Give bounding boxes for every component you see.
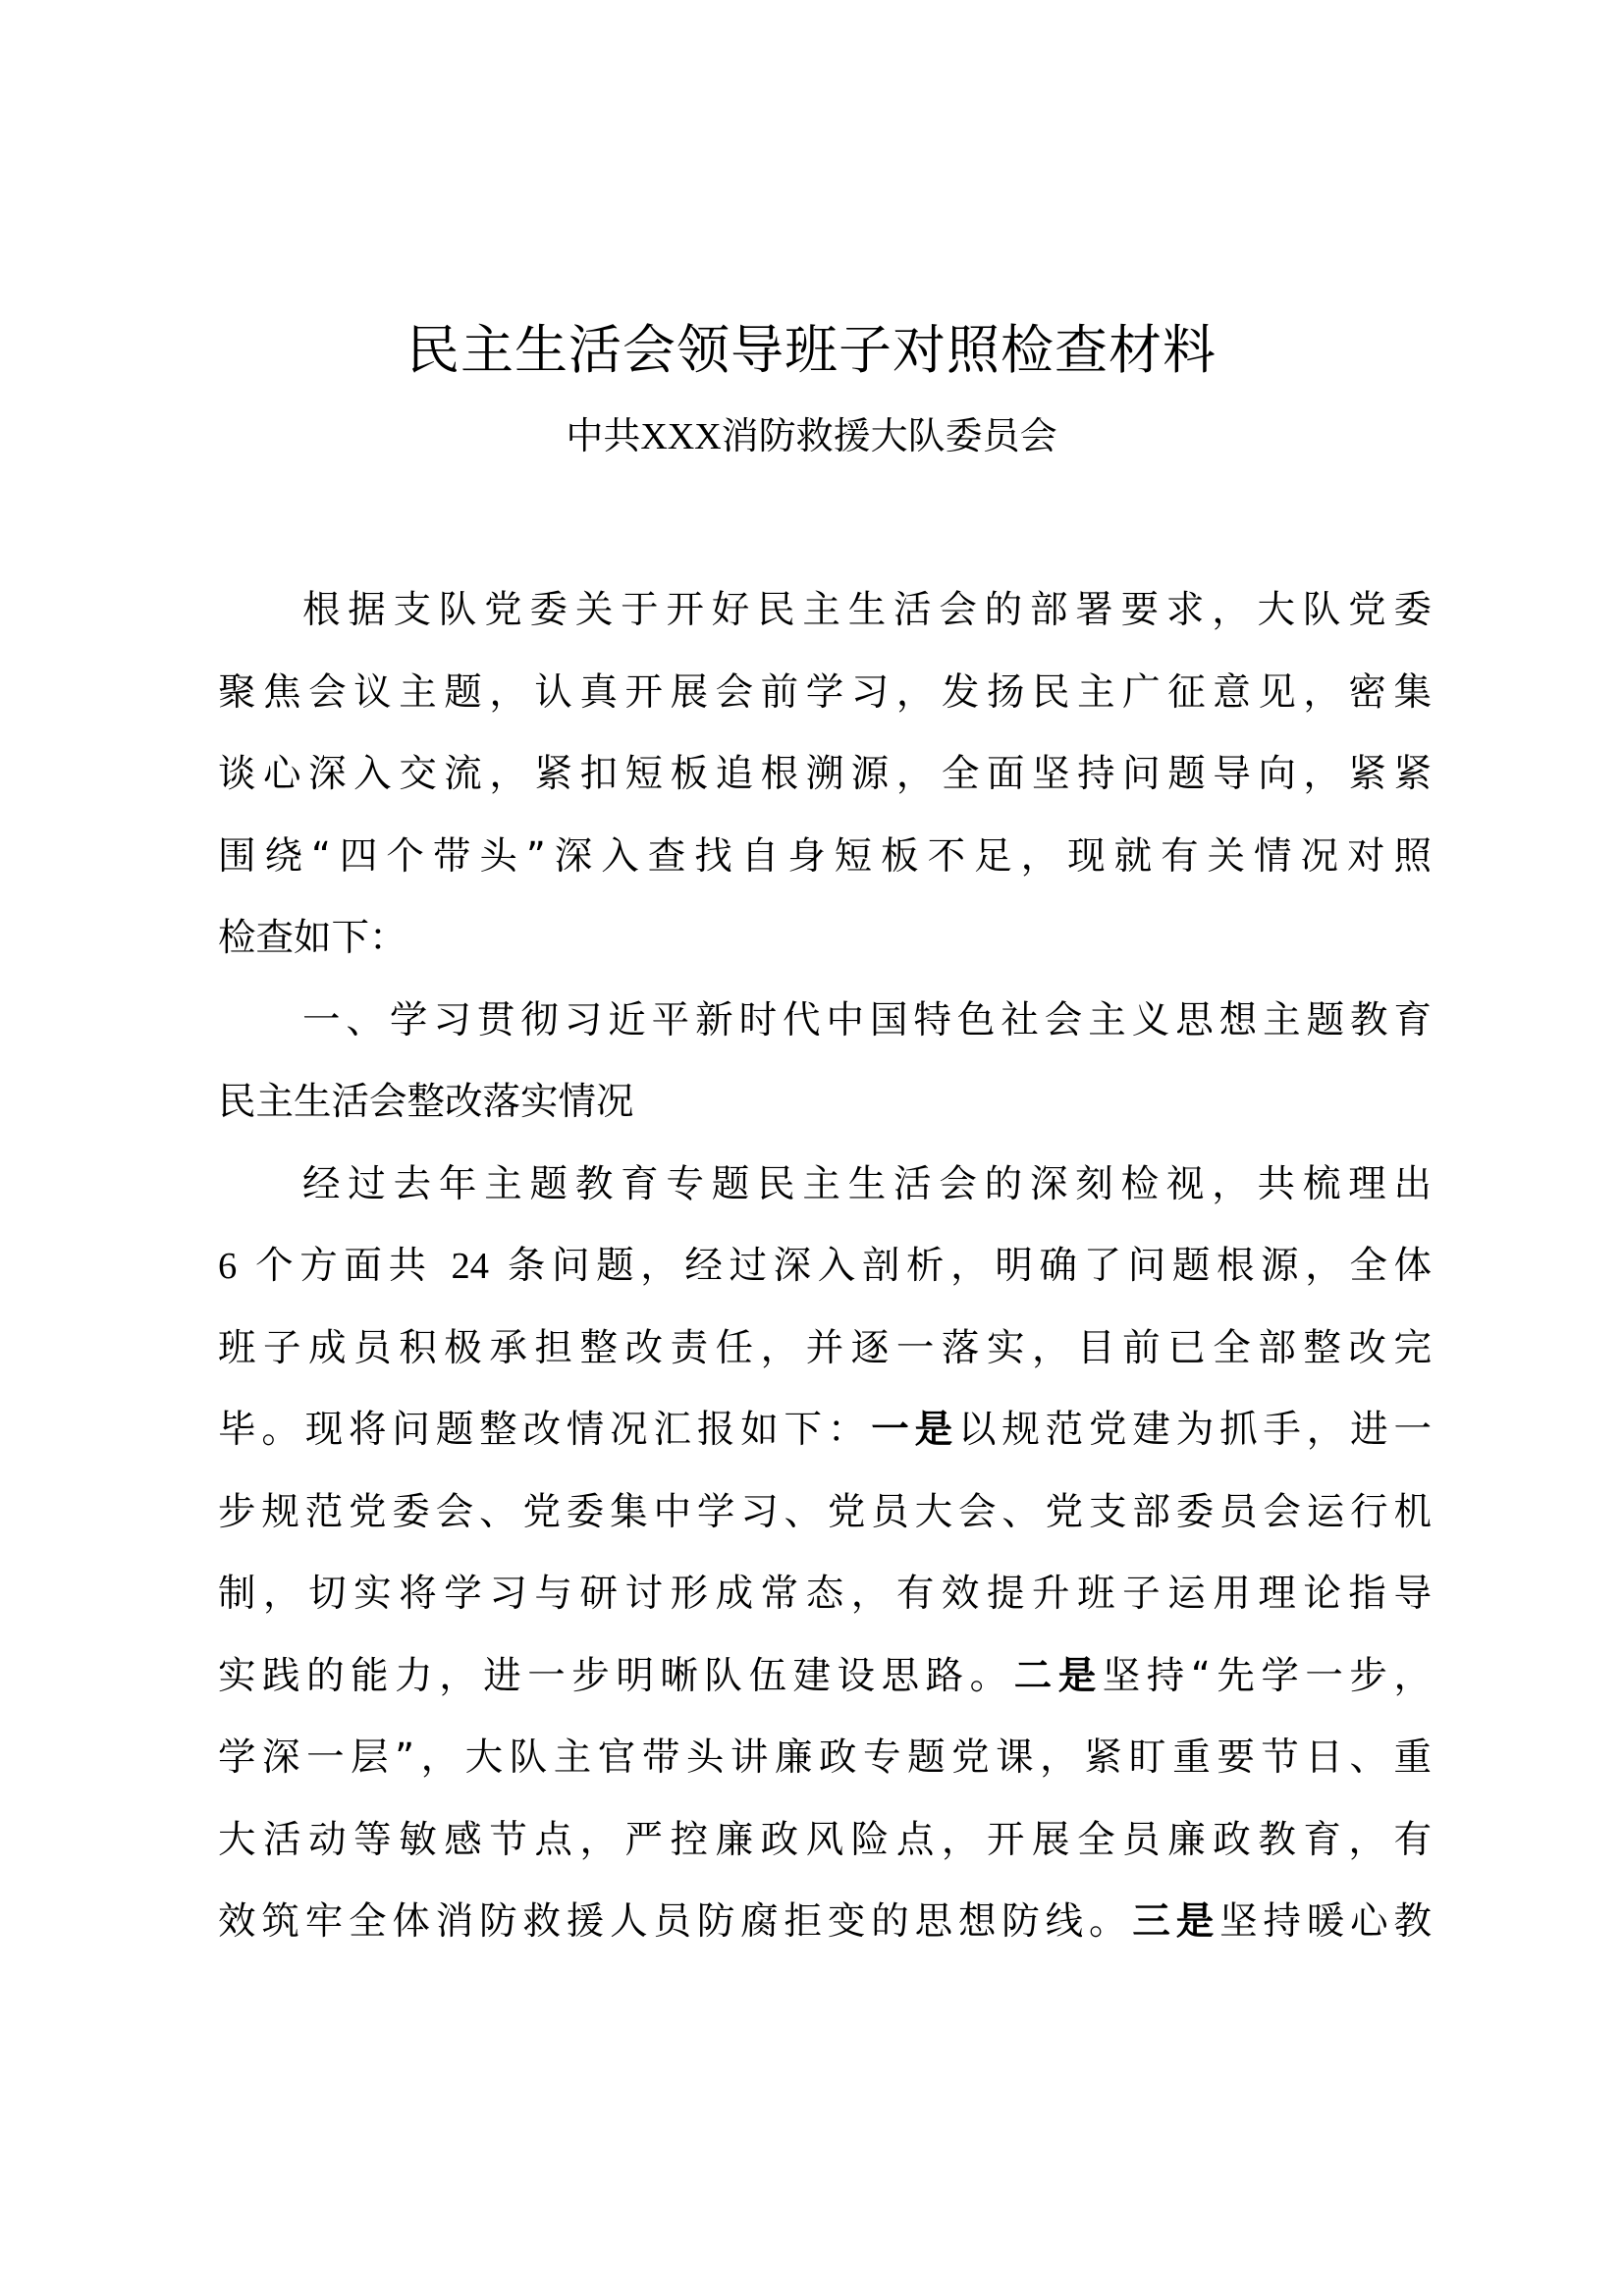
text-line: 民主生活会整改落实情况 (218, 1080, 634, 1124)
text-line: 经过去年主题教育专题民主生活会的深刻检视，共梳理出 (302, 1161, 1432, 1206)
text-run: 坚持暖心教 (1219, 1899, 1432, 1944)
text-line: 大活动等敏感节点，严控廉政风险点，开展全员廉政教育，有 (218, 1817, 1432, 1862)
text-line: 制，切实将学习与研讨形成常态，有效提升班子运用理论指导 (218, 1572, 1432, 1616)
text-line (218, 1389, 1432, 1471)
text-run: 坚持“先学一步， (1102, 1653, 1432, 1698)
document-title: 民主生活会领导班子对照检查材料 (406, 319, 1217, 381)
text-run: 24 (451, 1246, 490, 1287)
text-line: 聚焦会议主题，认真开展会前学习，发扬民主广征意见，密集 (218, 669, 1432, 715)
text-run: 6 (218, 1246, 238, 1287)
subtitle-prefix: 中共 (566, 414, 641, 457)
text-run: 效筑牢全体消防救援人员防腐拒变的思想防线。 (218, 1899, 1133, 1944)
text-line (218, 1881, 1432, 1963)
text-run: 实践的能力，进一步明晰队伍建设思路。 (218, 1653, 1014, 1698)
text-line: 围绕“四个带头”深入查找自身短板不足，现就有关情况对照 (218, 833, 1432, 879)
text-line (218, 1635, 1432, 1718)
text-line: 步规范党委会、党委集中学习、党员大会、党支部委员会运行机 (218, 1489, 1432, 1534)
text-line: 检查如下： (218, 916, 407, 960)
bold-marker: 一是 (871, 1408, 958, 1452)
text-line: 谈心深入交流，紧扣短板追根溯源，全面坚持问题导向，紧紧 (218, 752, 1432, 796)
text-line (218, 1225, 1432, 1308)
subtitle-suffix: 消防救援大队委员会 (721, 414, 1057, 457)
subtitle-placeholder: XXX (640, 416, 722, 457)
text-line: 班子成员积极承担整改责任，并逐一落实，目前已全部整改完 (218, 1325, 1432, 1370)
text-run: 条问题，经过深入剖析，明确了问题根源，全体 (489, 1244, 1432, 1288)
bold-marker: 二是 (1013, 1653, 1103, 1698)
text-line: 学深一层”，大队主官带头讲廉政专题党课，紧盯重要节日、重 (218, 1735, 1432, 1780)
document-body (218, 569, 1432, 1963)
bold-marker: 三是 (1132, 1899, 1220, 1944)
text-run: 以规范党建为抓手，进一 (957, 1408, 1432, 1452)
text-run: 毕。现将问题整改情况汇报如下： (218, 1408, 872, 1452)
text-line: 一、学习贯彻习近平新时代中国特色社会主义思想主题教育 (302, 997, 1432, 1042)
text-line: 根据支队党委关于开好民主生活会的部署要求，大队党委 (302, 588, 1432, 632)
text-run: 个方面共 (237, 1244, 452, 1288)
document-subtitle (0, 410, 1623, 462)
